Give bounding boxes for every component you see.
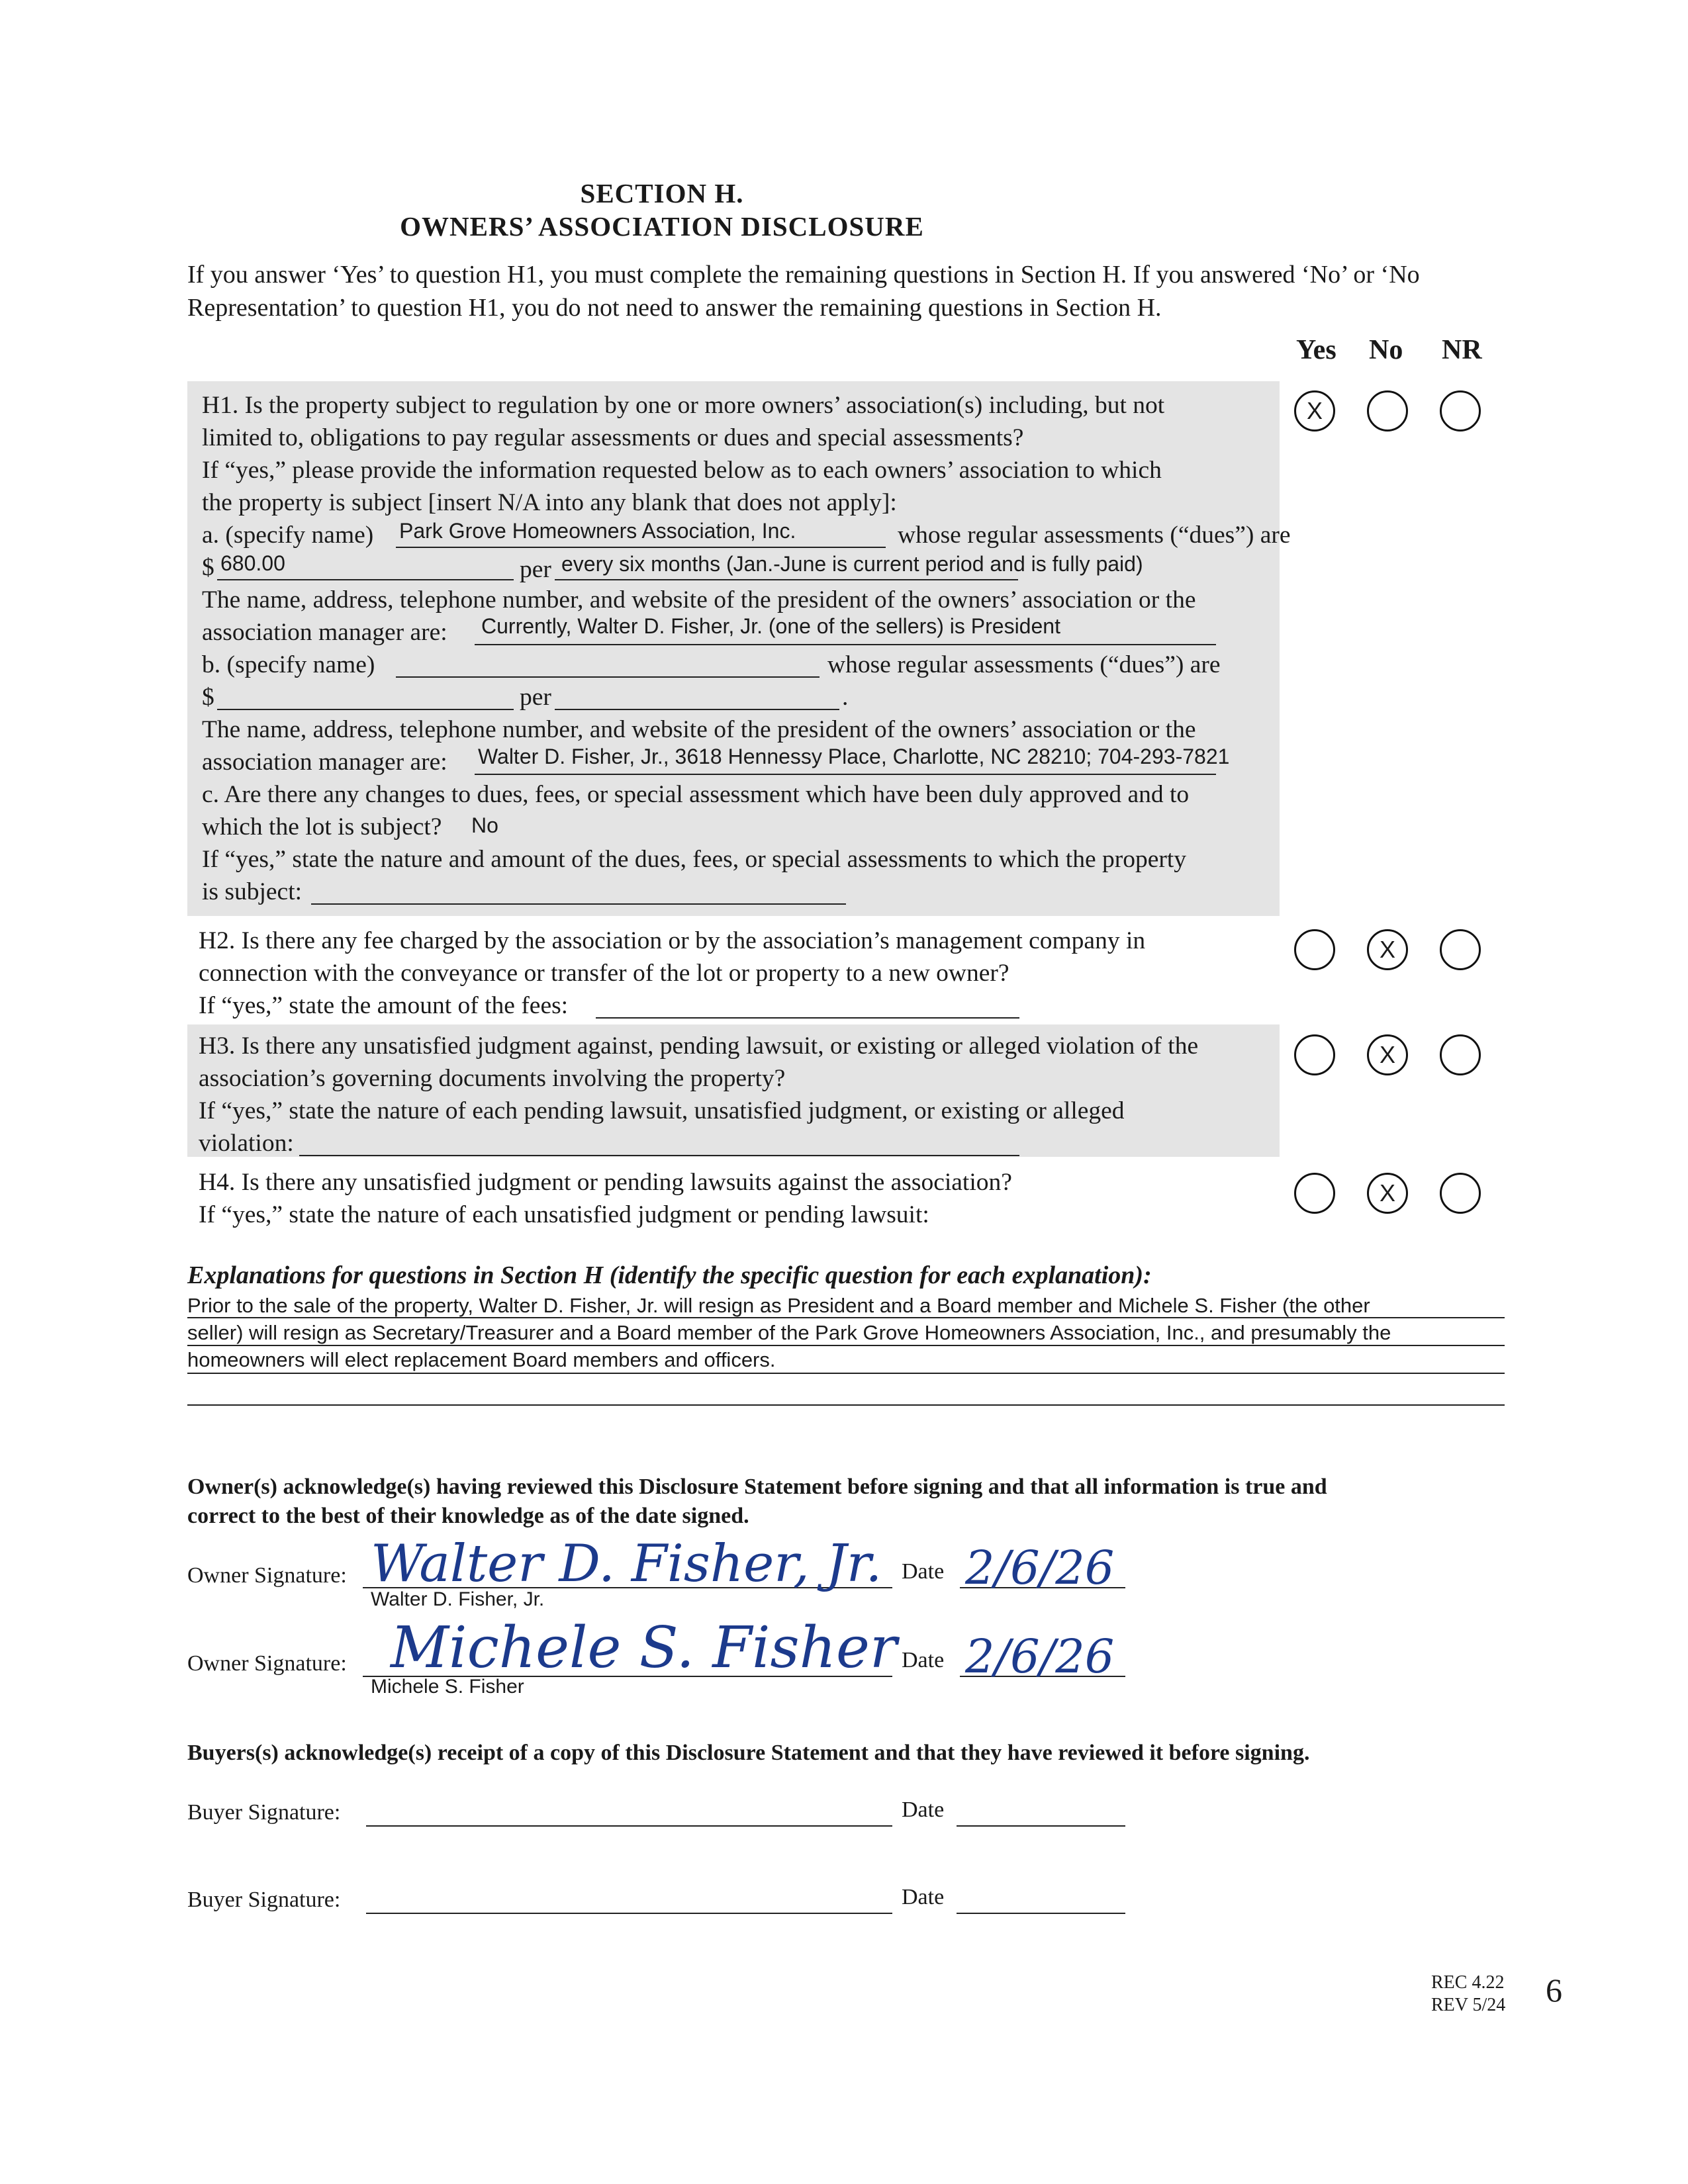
h1a-manager-label: association manager are: (202, 619, 447, 646)
owner-acknowledgment-line-2: correct to the best of their knowledge as of the date signed. (187, 1504, 749, 1528)
owner1-signature-label: Owner Signature: (187, 1563, 347, 1588)
buyer2-date-label: Date (902, 1885, 945, 1909)
page-number: 6 (1546, 1972, 1562, 2009)
section-heading: SECTION H. (580, 178, 744, 208)
h1-no-radio[interactable] (1367, 390, 1408, 432)
h1-nr-radio[interactable] (1440, 390, 1481, 432)
h2-question-line-1: H2. Is there any fee charged by the association or by the association’s management company in (199, 927, 1146, 954)
owner1-date-label: Date (902, 1559, 945, 1584)
h2-question-line-3: If “yes,” state the amount of the fees: (199, 992, 569, 1019)
h1a-dues-period[interactable]: every six months (Jan.-June is current period and is fully paid) (561, 552, 1143, 576)
h1a-dollar-sign: $ (202, 554, 214, 581)
h1c-line-3: If “yes,” state the nature and amount of the dues, fees, or special assessments to which the property (202, 846, 1187, 873)
buyer1-date-label: Date (902, 1797, 945, 1822)
buyer1-signature-label: Buyer Signature: (187, 1800, 341, 1825)
h1c-line-4: is subject: (202, 878, 303, 905)
buyer1-signature-field[interactable] (366, 1825, 892, 1827)
buyer-acknowledgment: Buyers(s) acknowledge(s) receipt of a copy of this Disclosure Statement and that they have reviewed it before signing. (187, 1741, 1310, 1765)
h2-nr-radio[interactable] (1440, 929, 1481, 970)
h1b-per-text: per (520, 684, 551, 711)
h1a-association-name[interactable]: Park Grove Homeowners Association, Inc. (399, 519, 796, 543)
owner2-date[interactable]: 2/6/26 (965, 1629, 1115, 1684)
explanations-heading: Explanations for questions in Section H (identify the specific question for each explanation): (187, 1261, 1152, 1289)
owner2-signature[interactable]: Michele S. Fisher (391, 1615, 897, 1681)
buyer2-date-field[interactable] (957, 1913, 1125, 1914)
owner-acknowledgment-line-1: Owner(s) acknowledge(s) having reviewed this Disclosure Statement before signing and that all information is true and (187, 1475, 1327, 1499)
column-no-header: No (1369, 335, 1403, 365)
h1-question-line-1: H1. Is the property subject to regulation by one or more owners’ association(s) including, but not (202, 392, 1165, 419)
form-revision: REV 5/24 (1431, 1995, 1506, 2015)
explanation-line-1[interactable]: Prior to the sale of the property, Walter D. Fisher, Jr. will resign as President and a Board member and Michele S. Fisher (the other (187, 1294, 1370, 1317)
h1a-manager-value[interactable]: Currently, Walter D. Fisher, Jr. (one of the sellers) is President (481, 614, 1060, 638)
h2-no-radio[interactable]: X (1367, 929, 1408, 970)
owner1-date[interactable]: 2/6/26 (965, 1541, 1115, 1595)
owner1-signature[interactable]: Walter D. Fisher, Jr. (371, 1534, 882, 1594)
h1b-manager-line-1: The name, address, telephone number, and website of the president of the owners’ association or the (202, 716, 1196, 743)
h2-fee-amount-field[interactable] (596, 1017, 1019, 1019)
explanation-line-2[interactable]: seller) will resign as Secretary/Treasurer and a Board member of the Park Grove Homeowners Association, Inc., and presumably the (187, 1321, 1391, 1344)
h1b-dues-amount-field[interactable] (217, 709, 514, 710)
h1b-whose-text: whose regular assessments (“dues”) are (827, 651, 1221, 678)
buyer2-signature-field[interactable] (366, 1913, 892, 1914)
h1b-manager-value[interactable]: Walter D. Fisher, Jr., 3618 Hennessy Place, Charlotte, NC 28210; 704-293-7821 (478, 745, 1230, 768)
column-yes-header: Yes (1296, 335, 1336, 365)
h1b-manager-label: association manager are: (202, 749, 447, 776)
h3-nr-radio[interactable] (1440, 1034, 1481, 1075)
h3-question-line-3: If “yes,” state the nature of each pending lawsuit, unsatisfied judgment, or existing or alleged (199, 1097, 1125, 1124)
h1b-period-end: . (842, 684, 849, 711)
h4-nr-radio[interactable] (1440, 1173, 1481, 1214)
h3-question-line-4: violation: (199, 1130, 294, 1157)
h1c-answer[interactable]: No (471, 813, 498, 837)
intro-line-1: If you answer ‘Yes’ to question H1, you must complete the remaining questions in Section H. If you answered ‘No’ or ‘No (187, 261, 1420, 289)
h1a-manager-line-1: The name, address, telephone number, and website of the president of the owners’ association or the (202, 586, 1196, 614)
h1-question-line-4: the property is subject [insert N/A into any blank that does not apply]: (202, 489, 897, 516)
h2-question-line-2: connection with the conveyance or transfer of the lot or property to a new owner? (199, 960, 1009, 987)
h4-question-line-1: H4. Is there any unsatisfied judgment or pending lawsuits against the association? (199, 1169, 1012, 1196)
h2-yes-radio[interactable] (1294, 929, 1335, 970)
buyer2-signature-label: Buyer Signature: (187, 1888, 341, 1912)
h3-yes-radio[interactable] (1294, 1034, 1335, 1075)
h1-yes-radio[interactable]: X (1294, 390, 1335, 432)
h1c-line-2: which the lot is subject? (202, 813, 442, 841)
h4-no-radio[interactable]: X (1367, 1173, 1408, 1214)
h4-yes-radio[interactable] (1294, 1173, 1335, 1214)
column-nr-header: NR (1442, 335, 1482, 365)
h3-violation-field[interactable] (299, 1155, 1019, 1156)
intro-line-2: Representation’ to question H1, you do not need to answer the remaining questions in Section H. (187, 294, 1162, 322)
form-number: REC 4.22 (1431, 1972, 1505, 1993)
owner2-date-label: Date (902, 1648, 945, 1672)
h1a-dues-amount[interactable]: 680.00 (220, 551, 285, 575)
h1a-per-text: per (520, 556, 551, 583)
buyer1-date-field[interactable] (957, 1825, 1125, 1827)
h4-question-line-2: If “yes,” state the nature of each unsatisfied judgment or pending lawsuit: (199, 1201, 929, 1228)
explanation-line-3[interactable]: homeowners will elect replacement Board members and officers. (187, 1348, 776, 1371)
owner2-signature-label: Owner Signature: (187, 1651, 347, 1676)
h1c-line-1: c. Are there any changes to dues, fees, or special assessment which have been duly approved and to (202, 781, 1190, 808)
h1a-label: a. (specify name) (202, 522, 374, 549)
h3-question-line-2: association’s governing documents involving the property? (199, 1065, 786, 1092)
h1c-nature-field[interactable] (311, 903, 846, 905)
owner2-printed-name: Michele S. Fisher (371, 1676, 524, 1698)
h3-question-line-1: H3. Is there any unsatisfied judgment against, pending lawsuit, or existing or alleged violation of the (199, 1032, 1199, 1060)
h3-no-radio[interactable]: X (1367, 1034, 1408, 1075)
h1b-dollar-sign: $ (202, 684, 214, 711)
h1b-dues-period-field[interactable] (555, 709, 839, 710)
h1-question-line-2: limited to, obligations to pay regular assessments or dues and special assessments? (202, 424, 1024, 451)
h1b-label: b. (specify name) (202, 651, 375, 678)
h1-question-line-3: If “yes,” please provide the information requested below as to each owners’ association to which (202, 457, 1162, 484)
owner1-printed-name: Walter D. Fisher, Jr. (371, 1588, 545, 1610)
h1a-whose-text: whose regular assessments (“dues”) are (898, 522, 1291, 549)
page-title: OWNERS’ ASSOCIATION DISCLOSURE (400, 211, 924, 242)
